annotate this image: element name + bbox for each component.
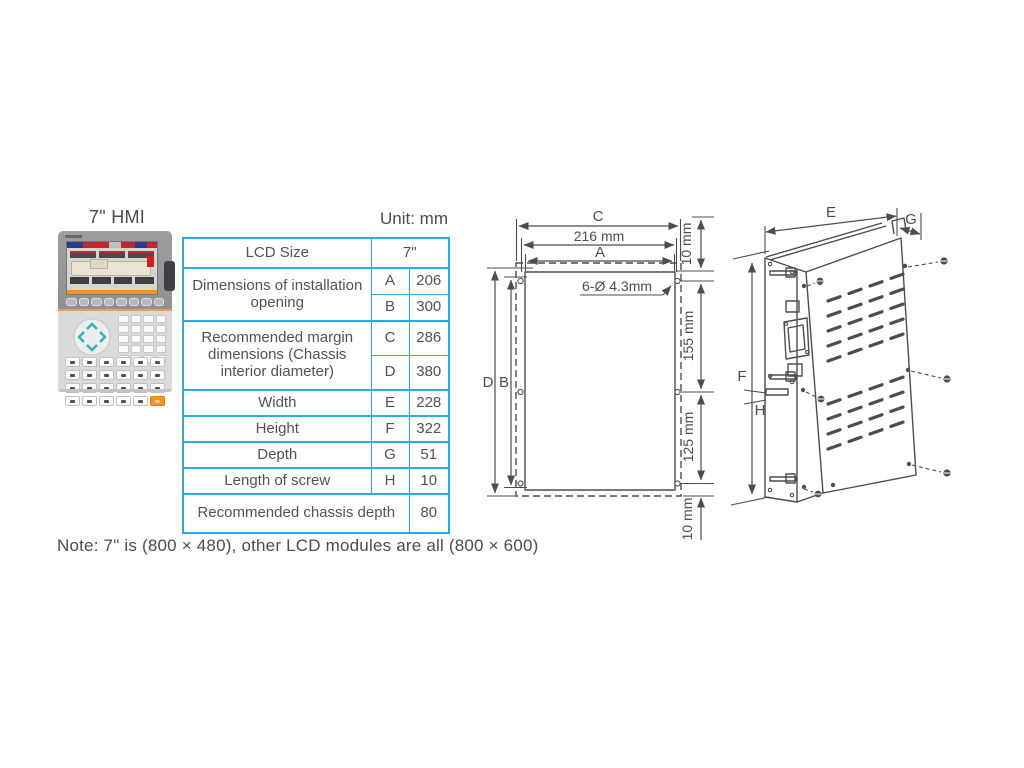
screen-machine-graphic bbox=[71, 261, 151, 276]
row-label-recommended-margin: Recommended margin dimensions (Chassis interior diameter) bbox=[183, 321, 371, 390]
row-label-chassis-depth: Recommended chassis depth bbox=[183, 494, 409, 533]
dim-value: 10 bbox=[409, 468, 449, 494]
hmi-keypad-area bbox=[58, 311, 172, 392]
mounting-hole bbox=[675, 389, 680, 394]
mounting-hole bbox=[518, 389, 523, 394]
dim-label-f: F bbox=[737, 368, 747, 385]
dimension-spec-table bbox=[182, 237, 450, 534]
hmi-dpad bbox=[72, 317, 112, 357]
dim-value: 80 bbox=[409, 494, 449, 533]
vent-slots-row bbox=[828, 377, 903, 404]
dim-label-h: H bbox=[754, 402, 766, 419]
dim-value: 228 bbox=[409, 390, 449, 416]
vent-slots-row bbox=[828, 319, 903, 346]
dim-letter: C bbox=[371, 321, 409, 356]
dim-label-b: B bbox=[498, 374, 510, 391]
lcd-size-value: 7" bbox=[371, 238, 449, 268]
dim-value: 322 bbox=[409, 416, 449, 442]
dim-value: 286 bbox=[409, 321, 449, 356]
screen-statusbar bbox=[67, 290, 157, 294]
cutout-dimension-drawing bbox=[480, 198, 720, 550]
chassis-margin-outline bbox=[516, 263, 681, 496]
dim-label-155: 155 mm bbox=[680, 310, 696, 362]
dim-value: 51 bbox=[409, 442, 449, 468]
vent-slots-row bbox=[828, 274, 903, 301]
screen-data-row bbox=[70, 277, 154, 284]
mounting-hole bbox=[675, 278, 680, 283]
vent-slots-row bbox=[828, 392, 903, 419]
dim-value: 206 bbox=[409, 268, 449, 295]
vent-slots-row bbox=[828, 289, 903, 316]
dim-value: 300 bbox=[409, 295, 449, 322]
dim-label-g: G bbox=[905, 211, 917, 228]
mount-screw-bar bbox=[770, 375, 796, 379]
dim-value: 380 bbox=[409, 356, 449, 391]
hmi-numpad bbox=[118, 315, 166, 363]
hmi-screen bbox=[66, 241, 158, 295]
floating-screw bbox=[908, 257, 948, 267]
hmi-illustration bbox=[58, 231, 172, 392]
hmi-enter-key bbox=[150, 396, 165, 406]
dim-letter: E bbox=[371, 390, 409, 416]
dim-letter: B bbox=[371, 295, 409, 322]
hmi-base-edge bbox=[58, 389, 172, 392]
screen-alarm-block bbox=[147, 256, 154, 267]
hmi-key-grid bbox=[65, 357, 165, 406]
dim-letter: H bbox=[371, 468, 409, 494]
mounting-hole bbox=[518, 278, 523, 283]
dim-letter: D bbox=[371, 356, 409, 391]
dim-label-216: 216 mm bbox=[573, 228, 625, 244]
vent-slots-row bbox=[828, 304, 903, 331]
lcd-size-header: LCD Size bbox=[183, 238, 371, 268]
dim-label-d: D bbox=[482, 374, 494, 391]
brand-logo bbox=[65, 235, 82, 238]
screen-data-row bbox=[70, 251, 154, 258]
dim-label-a: A bbox=[594, 244, 606, 261]
dim-letter: A bbox=[371, 268, 409, 295]
unit-label: Unit: mm bbox=[380, 209, 448, 228]
mounting-hole bbox=[518, 481, 523, 486]
screen-titlebar bbox=[67, 242, 157, 248]
dim-letter: F bbox=[371, 416, 409, 442]
row-label-depth: Depth bbox=[183, 442, 371, 468]
dim-label-c: C bbox=[592, 208, 604, 225]
row-label-screw-length: Length of screw bbox=[183, 468, 371, 494]
floating-screw bbox=[911, 371, 951, 383]
installation-opening-outline bbox=[525, 272, 675, 490]
dim-label-e: E bbox=[825, 204, 837, 221]
dim-label-bottom-margin: 10 mm bbox=[679, 497, 695, 541]
row-label-height: Height bbox=[183, 416, 371, 442]
dim-label-top-margin: 10 mm bbox=[678, 222, 694, 266]
rear-perspective-drawing bbox=[727, 196, 977, 546]
vent-slots-row bbox=[828, 422, 903, 449]
product-title: 7" HMI bbox=[88, 207, 146, 227]
mount-screw-bar bbox=[770, 477, 796, 481]
hmi-function-keys bbox=[66, 298, 164, 306]
row-label-width: Width bbox=[183, 390, 371, 416]
footnote: Note: 7" is (800 × 480), other LCD modules are all (800 × 600) bbox=[57, 536, 539, 555]
hole-callout-label: 6-Ø 4.3mm bbox=[582, 278, 653, 294]
vent-slots-row bbox=[828, 407, 903, 434]
dim-letter: G bbox=[371, 442, 409, 468]
floating-screw bbox=[912, 465, 951, 477]
row-label-installation-opening: Dimensions of installation opening bbox=[183, 268, 371, 321]
hmi-bezel bbox=[58, 231, 172, 309]
mounting-hole bbox=[675, 481, 680, 486]
panel-mount-clip bbox=[164, 261, 175, 291]
dim-label-125: 125 mm bbox=[680, 411, 696, 463]
vent-slots-row bbox=[828, 334, 903, 361]
